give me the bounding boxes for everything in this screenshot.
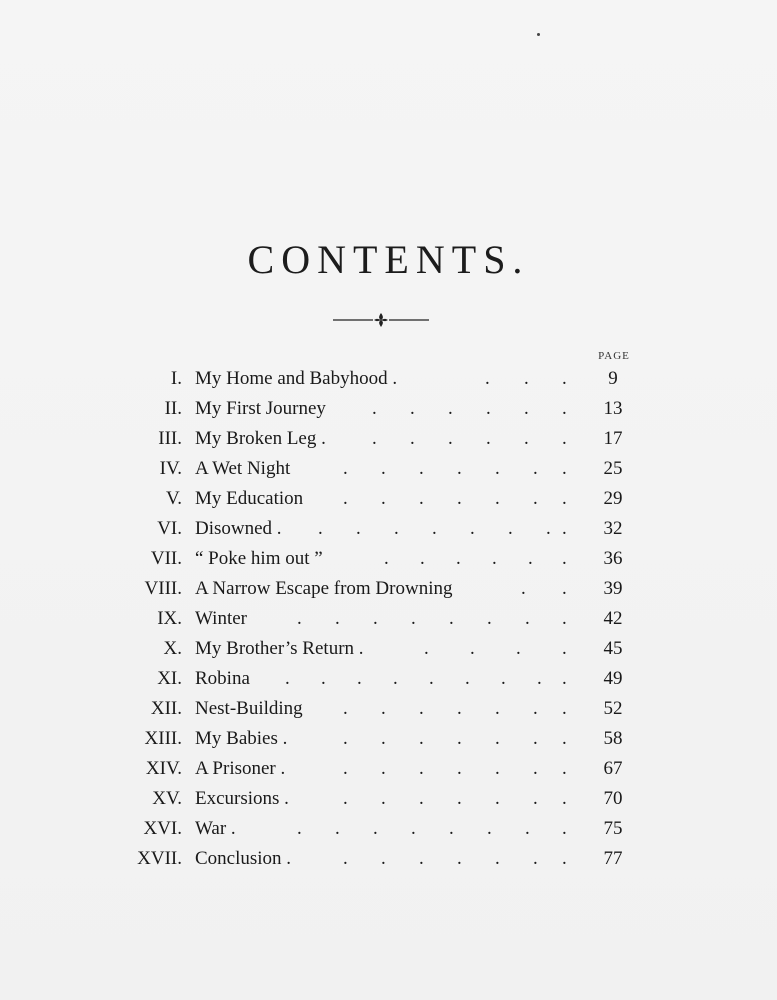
dot-leader: . bbox=[562, 638, 567, 659]
dot-leader: . bbox=[533, 458, 538, 479]
dot-leader: . bbox=[487, 608, 492, 629]
dot-leader: . bbox=[470, 638, 475, 659]
dot-leader: . bbox=[343, 848, 348, 869]
dot-leader: . bbox=[373, 818, 378, 839]
dot-leader: . bbox=[456, 548, 461, 569]
dot-leader: . bbox=[562, 728, 567, 749]
chapter-numeral: VI. bbox=[157, 518, 182, 539]
dot-leader: . bbox=[343, 758, 348, 779]
chapter-title: Disowned . bbox=[195, 518, 282, 539]
chapter-title: My First Journey bbox=[195, 398, 326, 419]
chapter-page-number: 45 bbox=[603, 638, 623, 659]
dot-leader: . bbox=[562, 668, 567, 689]
chapter-page-number: 32 bbox=[603, 518, 623, 539]
dot-leader: . bbox=[384, 548, 389, 569]
chapter-numeral: XIV. bbox=[145, 758, 182, 779]
dot-leader: . bbox=[533, 848, 538, 869]
dot-leader: . bbox=[562, 758, 567, 779]
chapter-title: A Prisoner . bbox=[195, 758, 286, 779]
chapter-numeral: III. bbox=[158, 428, 182, 449]
dot-leader: . bbox=[562, 428, 567, 449]
chapter-numeral: XIII. bbox=[144, 728, 182, 749]
dot-leader: . bbox=[343, 458, 348, 479]
dot-leader: . bbox=[487, 818, 492, 839]
dot-leader: . bbox=[381, 488, 386, 509]
dot-leader: . bbox=[495, 698, 500, 719]
chapter-numeral: V. bbox=[165, 488, 182, 509]
chapter-title: My Brother’s Return . bbox=[195, 638, 364, 659]
dot-leader: . bbox=[495, 728, 500, 749]
dot-leader: . bbox=[457, 758, 462, 779]
dot-leader: . bbox=[457, 458, 462, 479]
dot-leader: . bbox=[525, 608, 530, 629]
chapter-page-number: 39 bbox=[603, 578, 623, 599]
dot-leader: . bbox=[297, 818, 302, 839]
chapter-page-number: 49 bbox=[603, 668, 623, 689]
dot-leader: . bbox=[449, 818, 454, 839]
toc-entry bbox=[0, 604, 777, 634]
toc-entry bbox=[0, 514, 777, 544]
chapter-page-number: 13 bbox=[603, 398, 623, 419]
dot-leader: . bbox=[525, 818, 530, 839]
dot-leader: . bbox=[381, 698, 386, 719]
toc-entry bbox=[0, 544, 777, 574]
dot-leader: . bbox=[495, 488, 500, 509]
dot-leader: . bbox=[562, 818, 567, 839]
dot-leader: . bbox=[448, 428, 453, 449]
dot-leader: . bbox=[546, 518, 551, 539]
dot-leader: . bbox=[335, 608, 340, 629]
dot-leader: . bbox=[533, 728, 538, 749]
chapter-page-number: 36 bbox=[603, 548, 623, 569]
chapter-title: Winter bbox=[195, 608, 247, 629]
fleuron-ornament-icon bbox=[331, 312, 431, 328]
dot-leader: . bbox=[562, 368, 567, 389]
dot-leader: . bbox=[429, 668, 434, 689]
dot-leader: . bbox=[393, 668, 398, 689]
chapter-title: “ Poke him out ” bbox=[195, 548, 323, 569]
chapter-numeral: IV. bbox=[159, 458, 182, 479]
dot-leader: . bbox=[562, 488, 567, 509]
dot-leader: . bbox=[457, 488, 462, 509]
chapter-title: My Babies . bbox=[195, 728, 288, 749]
toc-entry bbox=[0, 424, 777, 454]
dot-leader: . bbox=[343, 488, 348, 509]
dot-leader: . bbox=[432, 518, 437, 539]
dot-leader: . bbox=[501, 668, 506, 689]
dot-leader: . bbox=[411, 608, 416, 629]
chapter-page-number: 25 bbox=[603, 458, 623, 479]
dot-leader: . bbox=[485, 368, 490, 389]
chapter-numeral: XI. bbox=[157, 668, 182, 689]
toc-entry bbox=[0, 454, 777, 484]
toc-entry bbox=[0, 754, 777, 784]
dot-leader: . bbox=[357, 668, 362, 689]
dot-leader: . bbox=[562, 788, 567, 809]
chapter-numeral: I. bbox=[170, 368, 182, 389]
dot-leader: . bbox=[562, 698, 567, 719]
page-title: CONTENTS. bbox=[247, 237, 530, 282]
chapter-numeral: II. bbox=[164, 398, 182, 419]
dot-leader: . bbox=[516, 638, 521, 659]
dot-leader: . bbox=[420, 548, 425, 569]
dot-leader: . bbox=[394, 518, 399, 539]
dot-leader: . bbox=[321, 668, 326, 689]
dot-leader: . bbox=[562, 848, 567, 869]
dot-leader: . bbox=[419, 698, 424, 719]
dot-leader: . bbox=[537, 668, 542, 689]
dot-leader: . bbox=[562, 548, 567, 569]
dot-leader: . bbox=[372, 428, 377, 449]
dot-leader: . bbox=[356, 518, 361, 539]
chapter-title: A Narrow Escape from Drowning bbox=[195, 578, 453, 599]
dot-leader: . bbox=[373, 608, 378, 629]
chapter-page-number: 29 bbox=[603, 488, 623, 509]
chapter-page-number: 58 bbox=[603, 728, 623, 749]
dot-leader: . bbox=[562, 578, 567, 599]
chapter-numeral: XVI. bbox=[143, 818, 182, 839]
dot-leader: . bbox=[495, 788, 500, 809]
chapter-page-number: 70 bbox=[603, 788, 623, 809]
chapter-numeral: XV. bbox=[152, 788, 182, 809]
chapter-page-number: 52 bbox=[603, 698, 623, 719]
chapter-title: War . bbox=[195, 818, 236, 839]
chapter-page-number: 42 bbox=[603, 608, 623, 629]
chapter-title: Conclusion . bbox=[195, 848, 292, 869]
toc-entry bbox=[0, 634, 777, 664]
dot-leader: . bbox=[297, 608, 302, 629]
chapter-title: Excursions . bbox=[195, 788, 289, 809]
dot-leader: . bbox=[562, 608, 567, 629]
dot-leader: . bbox=[528, 548, 533, 569]
chapter-title: My Home and Babyhood . bbox=[195, 368, 398, 389]
chapter-numeral: XII. bbox=[150, 698, 182, 719]
toc-entry bbox=[0, 394, 777, 424]
dot-leader: . bbox=[343, 698, 348, 719]
dot-leader: . bbox=[410, 428, 415, 449]
dot-leader: . bbox=[335, 818, 340, 839]
dot-leader: . bbox=[424, 638, 429, 659]
dot-leader: . bbox=[343, 728, 348, 749]
dot-leader: . bbox=[419, 488, 424, 509]
dot-leader: . bbox=[562, 458, 567, 479]
dot-leader: . bbox=[524, 428, 529, 449]
chapter-page-number: 75 bbox=[603, 818, 623, 839]
dot-leader: . bbox=[508, 518, 513, 539]
chapter-title: My Education bbox=[195, 488, 304, 509]
chapter-numeral: VII. bbox=[150, 548, 182, 569]
dot-leader: . bbox=[411, 818, 416, 839]
dot-leader: . bbox=[419, 848, 424, 869]
chapter-title: Robina bbox=[195, 668, 250, 689]
dot-leader: . bbox=[419, 458, 424, 479]
toc-entry bbox=[0, 784, 777, 814]
chapter-page-number: 67 bbox=[603, 758, 623, 779]
chapter-numeral: VIII. bbox=[144, 578, 182, 599]
dot-leader: . bbox=[562, 398, 567, 419]
chapter-numeral: XVII. bbox=[137, 848, 182, 869]
dot-leader: . bbox=[457, 698, 462, 719]
dot-leader: . bbox=[521, 578, 526, 599]
dot-leader: . bbox=[285, 668, 290, 689]
toc-entry bbox=[0, 844, 777, 874]
dot-leader: . bbox=[495, 458, 500, 479]
page-column-label: PAGE bbox=[598, 350, 630, 362]
dot-leader: . bbox=[381, 728, 386, 749]
dot-leader: . bbox=[486, 398, 491, 419]
dot-leader: . bbox=[562, 518, 567, 539]
toc-entry bbox=[0, 694, 777, 724]
paper-speck bbox=[537, 33, 540, 36]
toc-entry bbox=[0, 364, 777, 394]
dot-leader: . bbox=[495, 758, 500, 779]
chapter-title: Nest-Building bbox=[195, 698, 303, 719]
toc-entry bbox=[0, 574, 777, 604]
dot-leader: . bbox=[495, 848, 500, 869]
chapter-title: A Wet Night bbox=[195, 458, 291, 479]
chapter-page-number: 77 bbox=[603, 848, 623, 869]
dot-leader: . bbox=[533, 698, 538, 719]
dot-leader: . bbox=[533, 488, 538, 509]
dot-leader: . bbox=[457, 788, 462, 809]
dot-leader: . bbox=[381, 758, 386, 779]
dot-leader: . bbox=[343, 788, 348, 809]
chapter-title: My Broken Leg . bbox=[195, 428, 326, 449]
dot-leader: . bbox=[533, 788, 538, 809]
dot-leader: . bbox=[524, 398, 529, 419]
dot-leader: . bbox=[492, 548, 497, 569]
dot-leader: . bbox=[533, 758, 538, 779]
chapter-page-number: 9 bbox=[608, 368, 618, 389]
dot-leader: . bbox=[381, 848, 386, 869]
dot-leader: . bbox=[524, 368, 529, 389]
dot-leader: . bbox=[318, 518, 323, 539]
dot-leader: . bbox=[457, 728, 462, 749]
toc-entry bbox=[0, 484, 777, 514]
dot-leader: . bbox=[449, 608, 454, 629]
dot-leader: . bbox=[486, 428, 491, 449]
dot-leader: . bbox=[419, 788, 424, 809]
toc-entry bbox=[0, 664, 777, 694]
chapter-page-number: 17 bbox=[603, 428, 623, 449]
dot-leader: . bbox=[419, 758, 424, 779]
toc-entry bbox=[0, 814, 777, 844]
dot-leader: . bbox=[470, 518, 475, 539]
chapter-numeral: IX. bbox=[157, 608, 182, 629]
chapter-numeral: X. bbox=[163, 638, 182, 659]
dot-leader: . bbox=[448, 398, 453, 419]
toc-entry bbox=[0, 724, 777, 754]
dot-leader: . bbox=[381, 458, 386, 479]
dot-leader: . bbox=[410, 398, 415, 419]
dot-leader: . bbox=[465, 668, 470, 689]
dot-leader: . bbox=[381, 788, 386, 809]
dot-leader: . bbox=[419, 728, 424, 749]
dot-leader: . bbox=[457, 848, 462, 869]
dot-leader: . bbox=[372, 398, 377, 419]
